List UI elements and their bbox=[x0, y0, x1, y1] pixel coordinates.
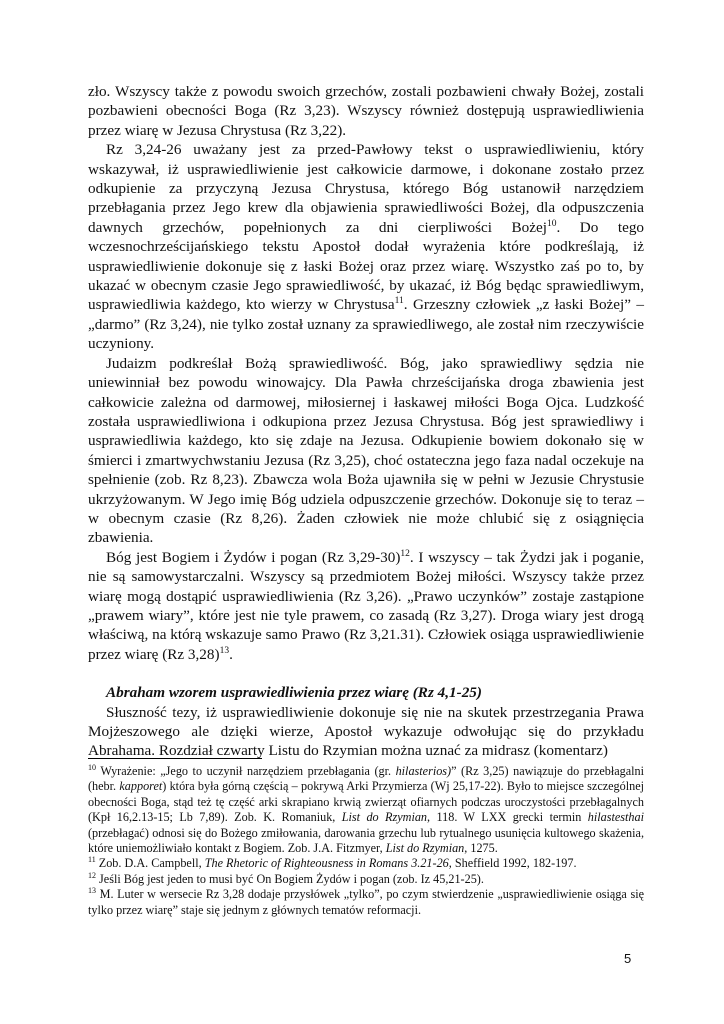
footnote-ref-13[interactable]: 13 bbox=[219, 645, 230, 656]
footnote-text: , 118. W LXX grecki termin bbox=[427, 810, 588, 825]
footnote-number: 13 bbox=[88, 886, 96, 896]
footnote-ref-12[interactable]: 12 bbox=[400, 548, 410, 559]
paragraph-2 bbox=[88, 140, 644, 353]
footnote-ref-11[interactable]: 11 bbox=[394, 296, 404, 307]
footnote-text: Wyrażenie: „Jego to uczynił narzędziem przebłagania (gr. bbox=[96, 764, 396, 778]
footnote-italic: The Rhetoric of Righteousness in Romans 3.21-26 bbox=[204, 856, 449, 871]
footnote-text: (przebłagać) odnosi się do Bożego zmiłowania, darowania grzechu lub rytualnego usunięcia kultowego skażenia, które uniemożliwiało kontakt z Bogiem. Zob. J.A. Fitzmyer, bbox=[88, 825, 644, 856]
paragraph-3: Judaizm podkreślał Bożą sprawiedliwość. Bóg, jako sprawiedliwy sędzia nie uniewinniał bez powodu winowajcy. Dla Pawła chrześcijańska droga zbawienia jest całkowicie zależna od darmowej, miłosiernej i łaskawej miłości Boga Ojca. Ludzkość została usprawiedliwiona i odkupiona przez Jezusa Chrystusa. Bóg jest sprawiedliwy i usprawiedliwia każdego, kto się zdaje na Jezusa. Odkupienie bowiem dokonało się w śmierci i zmartwychwstaniu Jezusa (Rz 3,25), choć ostateczna jego faza nadal oczekuje na spełnienie (zob. Rz 8,23). Zbawcza wola Boża ujawniła się w pełni w Jezusie Chrystusie ukrzyżowanym. W Jego imię Bóg udziela odpuszczenie grzechów. Dokonuje się to teraz – w obecnym czasie (Rz 8,26). Żaden człowiek nie może chlubić się z osiągnięcia zbawienia. bbox=[88, 354, 644, 547]
page-number: 5 bbox=[624, 951, 632, 966]
paragraph-1: zło. Wszyscy także z powodu swoich grzechów, zostali pozbawieni chwały Bożej, zostali pozbawieni obecności Boga (Rz 3,23). Wszyscy również dostępują usprawiedliwienia przez wiarę w Jezusa Chrystusa (Rz 3,22). bbox=[88, 83, 644, 139]
footnote-ref-10[interactable]: 10 bbox=[546, 218, 557, 229]
footnote-text: , 1275. bbox=[464, 841, 498, 856]
paragraph-2-text-a: Rz 3,24-26 uważany jest za przed-Pawłowy tekst o usprawiedliwieniu, który wskazywał, iż usprawiedliwienie jest całkowicie darmowe, i dokonane zostało przez odkupienie za przyczyną Jezusa Chrystusa, którego Bóg ustanowił narzędziem przebłagania przez Jego krew dla objawienia sprawiedliwości Bożej, dla odpuszczenia dawnych grzechów, popełnionych za dni cierpliwości Bożej bbox=[88, 141, 644, 236]
footnote-10 bbox=[88, 764, 644, 856]
paragraph-2-text-c: . Grzeszny człowiek „z łaski Bożej” – „darmo” (Rz 3,24), nie tylko został uznany za sprawiedliwego, ale został nim rzeczywiście uczyniony. bbox=[88, 296, 644, 353]
footnote-number: 11 bbox=[88, 855, 96, 865]
footnote-number: 10 bbox=[88, 762, 96, 772]
footnote-13 bbox=[88, 887, 644, 918]
paragraph-5: Słuszność tezy, iż usprawiedliwienie dokonuje się nie na skutek przestrzegania Prawa Mojżeszowego ale dzięki wierze, Apostoł wykazuje odwołując się do przykładu Abrahama. Rozdział czwarty Listu do Rzymian można uznać za midrasz (komentarz) bbox=[88, 703, 644, 760]
footnote-text: Jeśli Bóg jest jeden to musi być On Bogiem Żydów i pogan (zob. Iz 45,21-25). bbox=[96, 871, 484, 886]
footnote-text: M. Luter w wersecie Rz 3,28 dodaje przysłówek „tylko”, po czym stwierdzenie „usprawiedliwienie osiąga się tylko przez wiarę” staje się jednym z głównych tematów reformacji. bbox=[88, 887, 644, 917]
footnote-italic: hilasterios) bbox=[395, 764, 452, 778]
footnote-italic: hilastesthai bbox=[587, 810, 644, 825]
footnote-italic: List do Rzymian bbox=[385, 841, 465, 856]
footnote-italic: kapporet bbox=[119, 779, 163, 794]
footnote-text: ” (Rz 3,25) nawiązuje do przebłagalni (hebr. bbox=[88, 764, 644, 794]
footnote-text: , Sheffield 1992, 182-197. bbox=[448, 856, 577, 871]
paragraph-2-text-b: . Do tego wczesnochrześcijańskiego tekstu Apostoł dodał wyrażenia które podkreślają, iż usprawiedliwienie dokonuje się z łaski Bożej oraz przez wiarę. Wszystko zaś po to, by ukazać w obecnym czasie Jego sprawiedliwość, by ukazać, iż Bóg będąc sprawiedliwym, usprawiedliwia każdego, kto wierzy w Chrystusa bbox=[88, 218, 645, 314]
footnote-12 bbox=[88, 872, 644, 887]
paragraph-4-text-a: Bóg jest Bogiem i Żydów i pogan (Rz 3,29-30) bbox=[106, 548, 401, 566]
footnote-text: Zob. D.A. Campbell, bbox=[95, 856, 205, 871]
footnote-divider bbox=[88, 758, 262, 759]
document-body bbox=[88, 82, 644, 761]
footnote-number: 12 bbox=[88, 870, 96, 880]
section-heading: Abraham wzorem usprawiedliwienia przez wiarę (Rz 4,1-25) bbox=[106, 684, 482, 702]
footnote-italic: List do Rzymian bbox=[341, 810, 428, 825]
paragraph-4-text-c: . bbox=[229, 645, 233, 663]
footnote-text: ) która była górną częścią – pokrywą Arki Przymierza (Wj 25,17-22). Było to miejsce szczególnej obecności Boga, stąd też tę część arki skrapiano krwią zwierząt ofiarnych podczas uroczystości przebłagalnych (Kpł 16,2.13-15; Lb 7,89). Zob. K. Romaniuk, bbox=[88, 779, 645, 825]
footnotes bbox=[88, 764, 644, 918]
footnote-11 bbox=[88, 856, 644, 871]
paragraph-4-text-b: . I wszyscy – tak Żydzi jak i poganie, nie są samowystarczalni. Wszyscy są przedmiotem Bożej miłości. Wszyscy także przez wiarę mogą dostąpić usprawiedliwienia (Rz 3,26). „Prawo uczynków” zostaje zastąpione „prawem wiary”, które jest nie tyle prawem, co zasadą (Rz 3,27). Droga wiary jest drogą właściwą, na którą wskazuje samo Prawo (Rz 3,21.31). Człowiek osiąga usprawiedliwienie przez wiarę (Rz 3,28) bbox=[88, 548, 644, 663]
paragraph-4 bbox=[88, 548, 644, 664]
